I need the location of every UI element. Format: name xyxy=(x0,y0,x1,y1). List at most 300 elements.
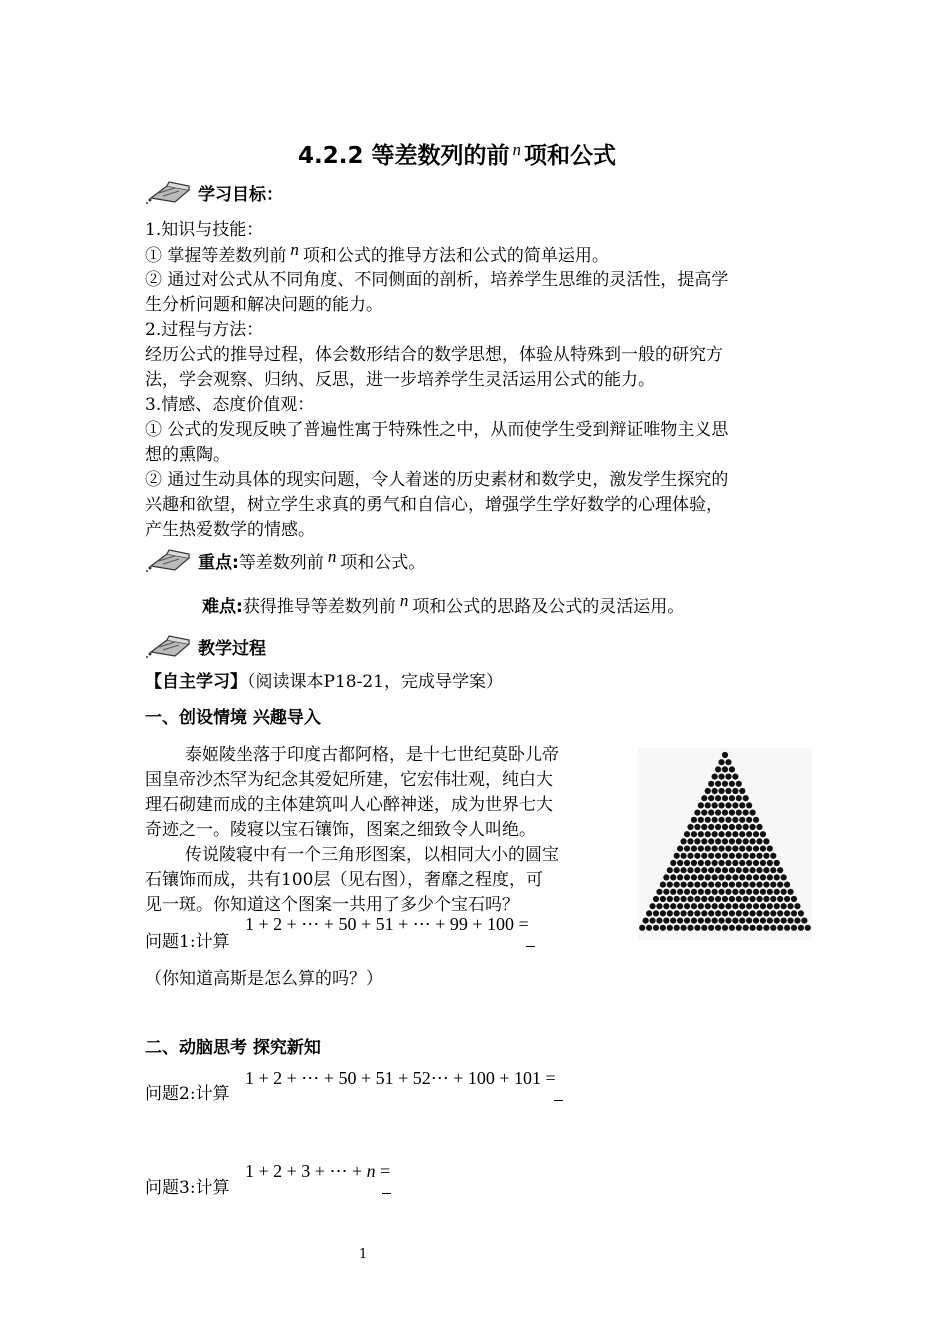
gem-dot xyxy=(701,896,707,902)
title-var: n xyxy=(512,140,521,159)
gem-dot xyxy=(722,810,728,816)
gem-dot xyxy=(774,860,780,866)
gem-dot xyxy=(753,831,759,837)
section-goals-label: 学习目标： xyxy=(198,185,283,205)
gem-dot xyxy=(684,831,690,837)
gem-dot xyxy=(681,910,687,916)
gem-dot xyxy=(750,910,756,916)
gem-dot xyxy=(718,903,724,909)
gem-dot xyxy=(732,846,738,852)
gem-dot xyxy=(729,824,735,830)
part1-para1-line4: 奇迹之一。陵寝以宝石镶饰，图案之细致令人叫绝。 xyxy=(145,820,536,840)
gem-dot xyxy=(770,910,776,916)
gem-dot xyxy=(694,867,700,873)
gem-dot xyxy=(705,903,711,909)
gem-dot xyxy=(718,831,724,837)
gem-dot xyxy=(674,882,680,888)
gem-dot xyxy=(798,925,804,931)
triangle-gem-pattern-image xyxy=(638,748,812,940)
gem-dot xyxy=(732,788,738,794)
gem-dot xyxy=(715,838,721,844)
gem-dot xyxy=(746,903,752,909)
gem-dot xyxy=(712,802,718,808)
gem-dot xyxy=(715,882,721,888)
gem-dot xyxy=(674,910,680,916)
gem-dot xyxy=(767,903,773,909)
gem-dot xyxy=(712,817,718,823)
gem-dot xyxy=(770,882,776,888)
gem-dot xyxy=(736,910,742,916)
gem-dot xyxy=(794,918,800,924)
gem-dot xyxy=(718,759,724,765)
part1-para1-line3: 理石砌建而成的主体建筑叫人心醉神迷，成为世界七大 xyxy=(145,795,553,815)
gem-dot xyxy=(739,918,745,924)
gem-dot xyxy=(684,846,690,852)
difficulty-text-b: 项和公式的思路及公式的灵活运用。 xyxy=(412,597,685,617)
gem-dot xyxy=(753,889,759,895)
self-study xyxy=(145,670,503,695)
gem-dot xyxy=(756,853,762,859)
gem-dot xyxy=(760,889,766,895)
gem-dot xyxy=(698,846,704,852)
gem-dot xyxy=(715,925,721,931)
gem-dot xyxy=(705,831,711,837)
gem-dot xyxy=(715,766,721,772)
gem-dot xyxy=(750,867,756,873)
gem-dot xyxy=(760,831,766,837)
gem-dot xyxy=(767,874,773,880)
gem-dot xyxy=(736,824,742,830)
gem-dot xyxy=(687,882,693,888)
gem-dot xyxy=(718,774,724,780)
gem-dot xyxy=(743,795,749,801)
gem-dot xyxy=(667,867,673,873)
gem-dot xyxy=(718,788,724,794)
gem-dot xyxy=(736,896,742,902)
gem-dot xyxy=(681,838,687,844)
self-study-label: 【自主学习】 xyxy=(145,672,247,692)
gem-dot xyxy=(787,889,793,895)
goal1-item1 xyxy=(145,240,609,269)
gem-dot xyxy=(763,882,769,888)
gem-dot xyxy=(756,896,762,902)
gem-dot xyxy=(681,925,687,931)
gem-dot xyxy=(687,824,693,830)
gem-dot xyxy=(674,896,680,902)
book-icon xyxy=(145,178,193,204)
gem-dot xyxy=(725,874,731,880)
gem-dot xyxy=(649,903,655,909)
gem-dot xyxy=(756,867,762,873)
gem-dot xyxy=(653,910,659,916)
difficulty-text-a: 获得推导等差数列前 xyxy=(242,597,396,617)
gem-dot xyxy=(756,838,762,844)
gem-dot xyxy=(760,860,766,866)
book-icon xyxy=(145,632,193,658)
gem-dot xyxy=(736,882,742,888)
title-suffix: 项和公式 xyxy=(524,143,616,169)
goal2-line2: 法，学会观察、归纳、反思，进一步培养学生灵活运用公式的能力。 xyxy=(145,370,655,390)
gem-dot xyxy=(712,860,718,866)
gem-dot xyxy=(725,788,731,794)
goal3-item2-line2: 兴趣和欲望，树立学生求真的勇气和自信心，增强学生学好数学的心理体验， xyxy=(145,495,723,515)
gem-dot xyxy=(715,867,721,873)
gem-dot xyxy=(691,831,697,837)
gem-dot xyxy=(712,889,718,895)
section-process-label: 教学过程 xyxy=(198,639,266,659)
gem-dot xyxy=(663,903,669,909)
gem-dot xyxy=(770,896,776,902)
gem-dot xyxy=(729,766,735,772)
gem-dot xyxy=(660,896,666,902)
gem-dot xyxy=(736,867,742,873)
gem-dot xyxy=(784,896,790,902)
goal1-heading: 1.知识与技能： xyxy=(145,220,264,240)
gem-dot xyxy=(770,925,776,931)
key-point-text-a: 等差数列前 xyxy=(238,553,324,573)
gem-dot xyxy=(649,918,655,924)
gem-dot xyxy=(708,882,714,888)
gem-dot xyxy=(725,802,731,808)
gem-dot xyxy=(770,867,776,873)
gem-dot xyxy=(715,824,721,830)
difficulty-var: n xyxy=(399,591,409,610)
gem-dot xyxy=(725,846,731,852)
gem-dot xyxy=(677,903,683,909)
gem-dot xyxy=(729,853,735,859)
gem-dot xyxy=(760,903,766,909)
book-icon xyxy=(145,546,193,572)
gem-dot xyxy=(739,802,745,808)
difficulty-label: 难点: xyxy=(202,597,243,617)
gem-dot xyxy=(732,774,738,780)
gem-dot xyxy=(684,860,690,866)
gem-dot xyxy=(670,903,676,909)
gem-dot xyxy=(674,853,680,859)
gem-dot xyxy=(674,867,680,873)
gem-dot xyxy=(729,810,735,816)
gem-dot xyxy=(756,925,762,931)
gem-dot xyxy=(753,846,759,852)
gem-dot xyxy=(708,781,714,787)
goal3-heading: 3.情感、态度价值观： xyxy=(145,395,315,415)
gem-dot xyxy=(774,903,780,909)
goal3-item1-line2: 想的熏陶。 xyxy=(145,445,230,465)
gem-dot xyxy=(732,918,738,924)
gem-dot xyxy=(656,903,662,909)
gem-dot xyxy=(729,838,735,844)
gem-dot xyxy=(774,889,780,895)
goal1-item1-a: ① 掌握等差数列前 xyxy=(145,246,287,266)
q3-answer-blank[interactable] xyxy=(382,1193,391,1194)
gem-dot xyxy=(787,903,793,909)
gem-dot xyxy=(701,838,707,844)
q2-answer-blank[interactable] xyxy=(554,1100,563,1101)
gem-dot xyxy=(646,925,652,931)
gem-dot xyxy=(639,925,645,931)
gem-dot xyxy=(801,918,807,924)
gem-dot xyxy=(725,774,731,780)
q3-label: 问题3:计算 xyxy=(145,1178,230,1198)
gem-dot xyxy=(708,795,714,801)
key-point xyxy=(198,547,426,576)
gem-dot xyxy=(770,853,776,859)
gem-dot xyxy=(743,824,749,830)
gem-dot xyxy=(677,860,683,866)
gem-dot xyxy=(753,918,759,924)
gem-dot xyxy=(722,896,728,902)
goal1-item2-line2: 生分析问题和解决问题的能力。 xyxy=(145,295,383,315)
goal1-item2-line1: ② 通过对公式从不同角度、不同侧面的剖析，培养学生思维的灵活性，提高学 xyxy=(145,270,729,290)
gem-dot xyxy=(705,846,711,852)
gem-dot xyxy=(725,817,731,823)
gem-dot xyxy=(681,867,687,873)
gem-dot xyxy=(732,817,738,823)
gem-dot xyxy=(701,882,707,888)
gem-dot xyxy=(653,896,659,902)
difficulty xyxy=(202,591,685,620)
gem-dot xyxy=(777,925,783,931)
gem-dot xyxy=(732,903,738,909)
gem-dot xyxy=(656,889,662,895)
gem-dot xyxy=(743,882,749,888)
gem-dot xyxy=(701,853,707,859)
q2-label: 问题2:计算 xyxy=(145,1084,230,1104)
gem-dot xyxy=(701,810,707,816)
gem-dot xyxy=(718,889,724,895)
gem-dot xyxy=(705,918,711,924)
gem-dot xyxy=(725,831,731,837)
gem-dot xyxy=(729,925,735,931)
gem-dot xyxy=(660,925,666,931)
gem-dot xyxy=(746,846,752,852)
gem-dot xyxy=(722,882,728,888)
gem-dot xyxy=(750,810,756,816)
gem-dot xyxy=(694,810,700,816)
gem-dot xyxy=(718,918,724,924)
gem-dot xyxy=(743,867,749,873)
gem-dot xyxy=(698,918,704,924)
gem-dot xyxy=(663,874,669,880)
q1-formula: 1 + 2 + ⋯ + 50 + 51 + ⋯ + 99 + 100 = xyxy=(245,914,529,934)
gem-dot xyxy=(715,795,721,801)
gem-dot xyxy=(763,896,769,902)
gem-dot xyxy=(705,889,711,895)
part1-heading: 一、创设情境 兴趣导入 xyxy=(145,708,321,728)
gem-dot xyxy=(684,874,690,880)
gem-dot xyxy=(736,781,742,787)
q2-formula: 1 + 2 + ⋯ + 50 + 51 + 52⋯ + 100 + 101 = xyxy=(245,1068,556,1088)
gem-dot xyxy=(722,867,728,873)
gem-dot xyxy=(781,903,787,909)
gem-dot xyxy=(750,824,756,830)
part1-para1-line1: 泰姬陵坐落于印度古都阿格，是十七世纪莫卧儿帝 xyxy=(185,745,559,765)
gem-dot xyxy=(715,910,721,916)
gem-dot xyxy=(746,874,752,880)
gem-dot xyxy=(712,846,718,852)
gem-dot xyxy=(784,882,790,888)
gem-dot xyxy=(667,896,673,902)
gem-dot xyxy=(739,874,745,880)
q1-answer-blank[interactable] xyxy=(526,946,535,947)
gem-dot xyxy=(712,774,718,780)
gem-dot xyxy=(698,860,704,866)
gem-dot xyxy=(667,910,673,916)
gem-dot xyxy=(691,817,697,823)
gem-dot xyxy=(677,889,683,895)
gem-dot xyxy=(753,874,759,880)
q3-formula-b: = xyxy=(375,1161,391,1181)
gem-dot xyxy=(746,802,752,808)
gem-dot xyxy=(729,910,735,916)
gem-dot xyxy=(705,788,711,794)
gem-dot xyxy=(698,903,704,909)
gem-dot xyxy=(691,903,697,909)
gem-dot xyxy=(739,788,745,794)
gem-dot xyxy=(701,795,707,801)
gem-dot xyxy=(718,817,724,823)
gem-dot xyxy=(767,889,773,895)
gem-dot xyxy=(729,781,735,787)
gem-dot xyxy=(732,874,738,880)
gem-dot xyxy=(687,910,693,916)
gem-dot xyxy=(781,874,787,880)
gem-dot xyxy=(732,889,738,895)
gem-dot xyxy=(753,817,759,823)
gem-dot xyxy=(750,925,756,931)
gem-dot xyxy=(677,874,683,880)
gem-dot xyxy=(712,874,718,880)
part1-para2-line2: 石镶饰而成，共有100层（见右图），奢靡之程度，可 xyxy=(145,870,543,890)
gem-dot xyxy=(729,882,735,888)
gem-dot xyxy=(750,882,756,888)
goal3-item1-line1: ① 公式的发现反映了普遍性寓于特殊性之中，从而使学生受到辩证唯物主义思 xyxy=(145,420,729,440)
gem-dot xyxy=(663,918,669,924)
gem-dot xyxy=(694,838,700,844)
gem-dot xyxy=(777,867,783,873)
gem-dot xyxy=(715,781,721,787)
gem-dot xyxy=(681,896,687,902)
gem-dot xyxy=(732,860,738,866)
gem-dot xyxy=(781,889,787,895)
gem-dot xyxy=(701,824,707,830)
gem-dot xyxy=(646,910,652,916)
gem-dot xyxy=(750,838,756,844)
key-point-text-b: 项和公式。 xyxy=(340,553,426,573)
gem-dot xyxy=(705,874,711,880)
gem-dot xyxy=(781,918,787,924)
gem-dot xyxy=(670,889,676,895)
gem-dot xyxy=(777,910,783,916)
gem-dot xyxy=(736,853,742,859)
gem-dot xyxy=(722,752,728,758)
gem-dot xyxy=(732,831,738,837)
part1-para2-line3: 见一斑。你知道这个图案一共用了多少个宝石吗？ xyxy=(145,895,519,915)
gem-dot xyxy=(767,846,773,852)
q3-formula xyxy=(245,1161,390,1182)
gem-dot xyxy=(722,781,728,787)
gem-dot xyxy=(670,918,676,924)
goal2-heading: 2.过程与方法： xyxy=(145,320,264,340)
gem-dot xyxy=(729,867,735,873)
gem-dot xyxy=(718,846,724,852)
gem-dot xyxy=(746,817,752,823)
gem-dot xyxy=(694,853,700,859)
gem-dot xyxy=(736,838,742,844)
gem-dot xyxy=(712,788,718,794)
gem-dot xyxy=(746,918,752,924)
gem-dot xyxy=(725,918,731,924)
gem-dot xyxy=(698,817,704,823)
gem-dot xyxy=(708,824,714,830)
gem-dot xyxy=(760,918,766,924)
gem-dot xyxy=(798,910,804,916)
gem-dot xyxy=(698,889,704,895)
gem-dot xyxy=(743,853,749,859)
gem-dot xyxy=(684,889,690,895)
gem-dot xyxy=(691,874,697,880)
gem-dot xyxy=(670,860,676,866)
gem-dot xyxy=(725,889,731,895)
gem-dot xyxy=(715,810,721,816)
gem-dot xyxy=(750,853,756,859)
gem-dot xyxy=(694,910,700,916)
gem-dot xyxy=(677,846,683,852)
gem-dot xyxy=(708,925,714,931)
gem-dot xyxy=(667,882,673,888)
gem-dot xyxy=(715,896,721,902)
gem-dot xyxy=(691,918,697,924)
gem-dot xyxy=(729,896,735,902)
goal3-item2-line1: ② 通过生动具体的现实问题，令人着迷的历史素材和数学史，激发学生探究的 xyxy=(145,470,729,490)
gem-dot xyxy=(653,925,659,931)
gem-dot xyxy=(667,925,673,931)
gem-dot xyxy=(708,810,714,816)
gem-dot xyxy=(718,802,724,808)
gem-dot xyxy=(701,925,707,931)
gem-dot xyxy=(708,867,714,873)
title-prefix: 4.2.2 等差数列的前 xyxy=(298,143,510,169)
gem-dot xyxy=(791,910,797,916)
gem-dot xyxy=(777,882,783,888)
gem-dot xyxy=(746,860,752,866)
gem-dot xyxy=(791,896,797,902)
gem-dot xyxy=(736,795,742,801)
gem-dot xyxy=(691,846,697,852)
gem-dot xyxy=(722,853,728,859)
gem-dot xyxy=(718,874,724,880)
page-title xyxy=(298,137,616,170)
goal3-item2-line3: 产生热爱数学的情感。 xyxy=(145,520,315,540)
gem-dot xyxy=(698,874,704,880)
gem-dot xyxy=(715,853,721,859)
gem-dot xyxy=(743,910,749,916)
gem-dot xyxy=(687,838,693,844)
gem-dot xyxy=(756,910,762,916)
gem-dot xyxy=(694,882,700,888)
gem-dot xyxy=(753,860,759,866)
gem-dot xyxy=(681,853,687,859)
gem-dot xyxy=(718,860,724,866)
self-study-note: （阅读课本P18-21，完成导学案） xyxy=(247,672,503,692)
gem-dot xyxy=(756,824,762,830)
gem-dot xyxy=(743,925,749,931)
gem-dot xyxy=(767,918,773,924)
gem-dot xyxy=(739,831,745,837)
gem-dot xyxy=(725,860,731,866)
q3-formula-var: n xyxy=(366,1161,376,1181)
gem-dot xyxy=(756,882,762,888)
